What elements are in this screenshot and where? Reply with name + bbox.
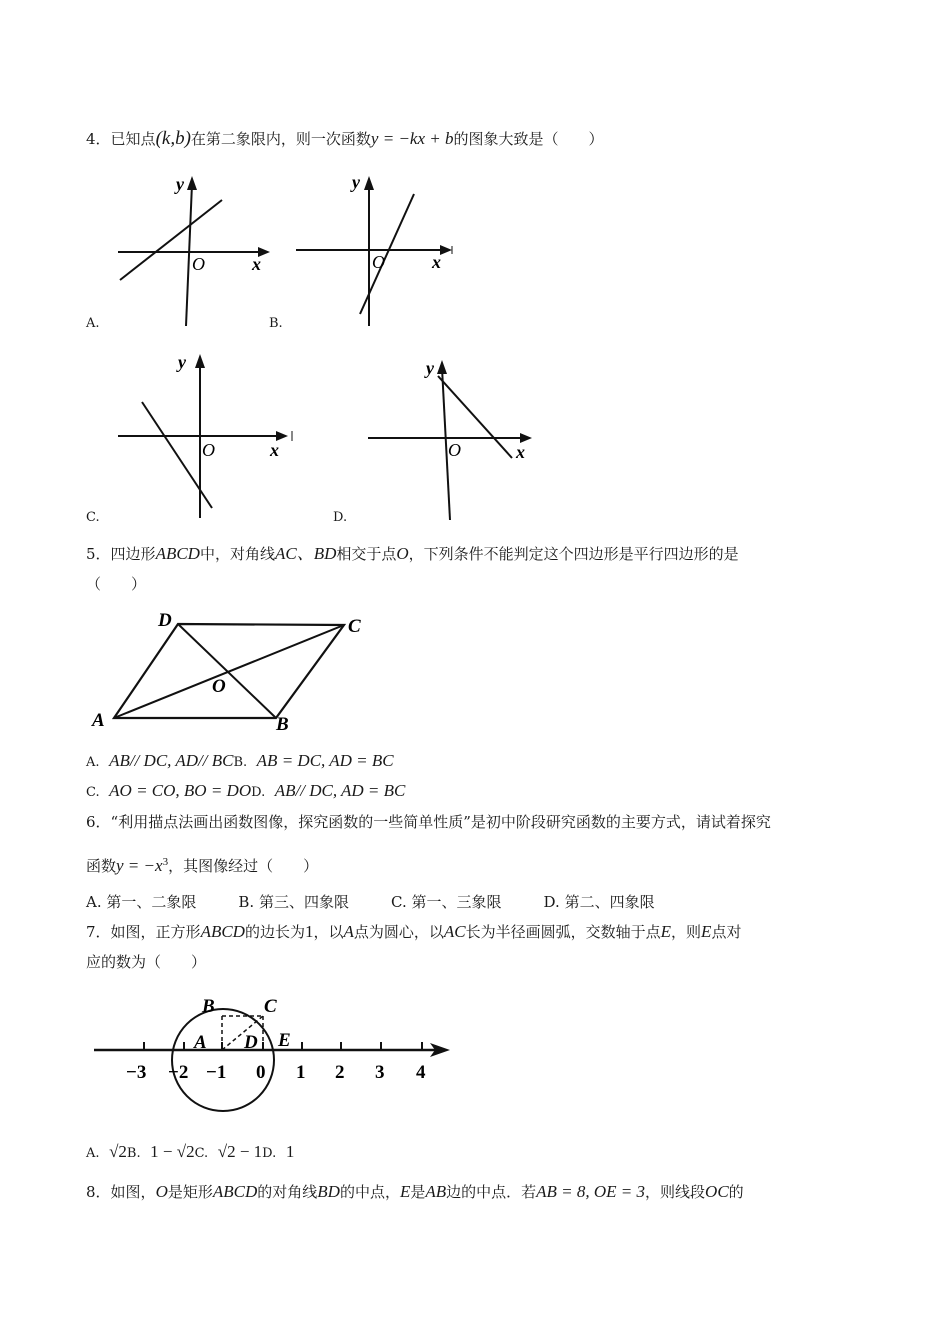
q4-point: (k,b)	[155, 128, 191, 149]
label-b: B	[202, 996, 215, 1017]
q7-text: ，则	[671, 923, 702, 941]
q6-option-c-key[interactable]: C.	[391, 893, 407, 911]
q6-option-c-text[interactable]: 第一、三象限	[411, 893, 502, 911]
q4-text: 在第二象限内，则一次函数	[190, 130, 371, 148]
q5-diagonals: AC、BD	[274, 544, 337, 563]
q4-text: 已知点	[110, 130, 156, 148]
q7-point-a: A	[343, 922, 354, 941]
q5-option-c-text[interactable]: AO = CO, BO = DO	[109, 781, 252, 800]
y-axis-label: y	[178, 352, 186, 372]
q6-text: 函数	[86, 857, 117, 875]
q8-text: 的	[728, 1183, 744, 1201]
q7-number: 7．	[86, 923, 111, 941]
q8-stem	[86, 1182, 744, 1202]
q7-text: 点为圆心，以	[353, 923, 444, 941]
q8-text: ，则线段	[645, 1183, 706, 1201]
q8-point-e: E	[399, 1182, 411, 1201]
q8-text: 的对角线	[257, 1183, 318, 1201]
q4-text: 的图象大致是（ ）	[453, 130, 604, 148]
q5-options-row-1	[86, 751, 394, 773]
tick-label: −2	[168, 1062, 189, 1083]
q7-point-e: E	[701, 922, 712, 941]
q5-text: ，下列条件不能判定这个四边形是平行四边形的是	[408, 545, 739, 563]
q8-side: AB	[425, 1182, 447, 1201]
q7-square: ABCD	[200, 922, 245, 941]
q8-segment: OC	[705, 1182, 729, 1201]
q6-function: y = −x	[116, 856, 163, 875]
q6-stem-line-1	[86, 812, 771, 832]
q5-option-d-key[interactable]: D.	[251, 785, 266, 800]
q7-text: 的边长为	[244, 923, 305, 941]
x-axis-label: x	[432, 252, 441, 272]
q7-text: ，以	[313, 923, 344, 941]
label-e: E	[278, 1030, 291, 1051]
x-axis-label: x	[270, 440, 279, 460]
y-arrow-icon	[364, 176, 374, 190]
q6-option-d-text[interactable]: 第二、四象限	[564, 893, 655, 911]
q8-text: 如图，	[110, 1183, 156, 1201]
y-arrow-icon	[437, 360, 447, 374]
q4-function: y = −kx + b	[370, 129, 454, 148]
q6-exponent: 3	[162, 856, 169, 868]
q5-text: 中，对角线	[199, 545, 275, 563]
q5-number: 5．	[86, 545, 111, 563]
q7-option-c-text[interactable]: √2 − 1	[217, 1142, 263, 1161]
tick-label: 4	[416, 1062, 426, 1083]
q8-text: 边的中点．若	[446, 1183, 537, 1201]
q6-option-a-text[interactable]: 第一、二象限	[106, 893, 197, 911]
y-axis-label: y	[352, 172, 360, 192]
tick-label: 3	[375, 1062, 385, 1083]
q5-text: 四边形	[110, 545, 156, 563]
q6-option-a-key[interactable]: A.	[86, 893, 102, 911]
tick-label: −1	[206, 1062, 227, 1083]
q4-option-a[interactable]: A.	[86, 316, 100, 331]
label-d: D	[158, 610, 172, 631]
q7-text: 点对	[711, 923, 742, 941]
label-c: C	[348, 616, 361, 637]
y-axis-label: y	[176, 174, 184, 194]
q4-option-d[interactable]: D.	[333, 510, 348, 525]
label-a: A	[194, 1032, 207, 1053]
q5-text: 相交于点	[336, 545, 397, 563]
q6-option-d-key[interactable]: D.	[543, 893, 560, 911]
origin-label: O	[192, 254, 205, 274]
tick-label: 1	[296, 1062, 306, 1083]
label-a: A	[92, 710, 105, 731]
tick-label: −3	[126, 1062, 147, 1083]
q7-point-e: E	[660, 922, 672, 941]
q4-option-c[interactable]: C.	[86, 510, 100, 525]
label-c: C	[264, 996, 277, 1017]
q6-stem-line-2	[86, 852, 318, 876]
q8-point-o: O	[155, 1182, 168, 1201]
x-axis-label: x	[252, 254, 261, 274]
q7-stem-line-2: 应的数为（ ）	[86, 953, 207, 971]
q5-option-c-key[interactable]: C.	[86, 785, 100, 800]
q5-option-a-text[interactable]: AB// DC, AD// BC	[109, 751, 234, 770]
q6-text: “利用描点法画出函数图像，探究函数的一些简单性质”是初中阶段研究函数的主要方式，请试着探究	[110, 813, 771, 831]
diagonal-bd	[178, 624, 276, 718]
q7-segment-ac: AC	[443, 922, 466, 941]
q5-point: O	[396, 544, 409, 563]
q7-option-a-text[interactable]: √2	[109, 1142, 127, 1161]
q7-option-d-key[interactable]: D.	[262, 1146, 277, 1161]
q4-graph-c	[112, 346, 302, 522]
q6-option-b-key[interactable]: B.	[238, 893, 255, 911]
q7-option-b-key[interactable]: B.	[126, 1146, 141, 1161]
origin-label: O	[448, 440, 461, 460]
q6-options	[86, 892, 655, 912]
q7-stem-line-1	[86, 922, 741, 942]
q8-text: 的中点，	[339, 1183, 400, 1201]
q6-number: 6．	[86, 813, 111, 831]
q7-number-line-figure	[90, 990, 460, 1116]
q4-option-b[interactable]: B.	[269, 316, 283, 331]
tick-label: 0	[256, 1062, 266, 1083]
x-arrow-icon	[440, 245, 452, 255]
graph-line	[120, 200, 222, 280]
q4-stem	[86, 129, 604, 149]
origin-label: O	[202, 440, 215, 460]
q8-rectangle: ABCD	[212, 1182, 258, 1201]
q8-number: 8．	[86, 1183, 111, 1201]
q4-graph-b	[290, 170, 460, 330]
label-b: B	[276, 714, 289, 734]
y-axis-label: y	[426, 358, 434, 378]
tick-label: 2	[335, 1062, 345, 1083]
q7-text: 如图，正方形	[110, 923, 201, 941]
q7-text: 长为半径画圆弧，交数轴于点	[465, 923, 661, 941]
q6-text: ，其图像经过（ ）	[168, 857, 319, 875]
label-d: D	[244, 1032, 258, 1053]
q5-stem	[86, 544, 739, 564]
q8-diagonal: BD	[317, 1182, 340, 1201]
q7-option-a-key[interactable]: A.	[86, 1146, 100, 1161]
q8-condition: AB = 8, OE = 3	[536, 1182, 646, 1201]
origin-label: O	[372, 252, 385, 272]
q7-options	[86, 1142, 294, 1164]
arc-circle	[172, 1009, 274, 1111]
q8-text: 是	[410, 1183, 426, 1201]
q5-option-b-text[interactable]: AB = DC, AD = BC	[256, 751, 394, 770]
q5-option-d-text[interactable]: AB// DC, AD = BC	[274, 781, 406, 800]
x-axis-label: x	[516, 442, 525, 462]
q5-options-row-2	[86, 781, 405, 803]
y-arrow-icon	[187, 176, 197, 190]
q7-option-b-text[interactable]: 1 − √2	[150, 1142, 195, 1161]
q5-parallelogram-figure	[86, 606, 376, 734]
q8-text: 是矩形	[167, 1183, 213, 1201]
y-arrow-icon	[195, 354, 205, 368]
q5-option-a-key[interactable]: A.	[86, 755, 100, 770]
label-o: O	[212, 676, 226, 697]
q7-option-d-text[interactable]: 1	[285, 1142, 295, 1161]
q7-option-c-key[interactable]: C.	[194, 1146, 209, 1161]
q4-graph-a	[112, 172, 272, 330]
q5-quad: ABCD	[155, 544, 200, 563]
q6-option-b-text[interactable]: 第三、四象限	[258, 893, 349, 911]
q4-graph-d	[362, 352, 542, 522]
q4-number: 4．	[86, 130, 111, 148]
q5-paren: （ ）	[86, 575, 147, 593]
q5-option-b-key[interactable]: B.	[233, 755, 248, 770]
q7-length: 1	[304, 922, 314, 941]
